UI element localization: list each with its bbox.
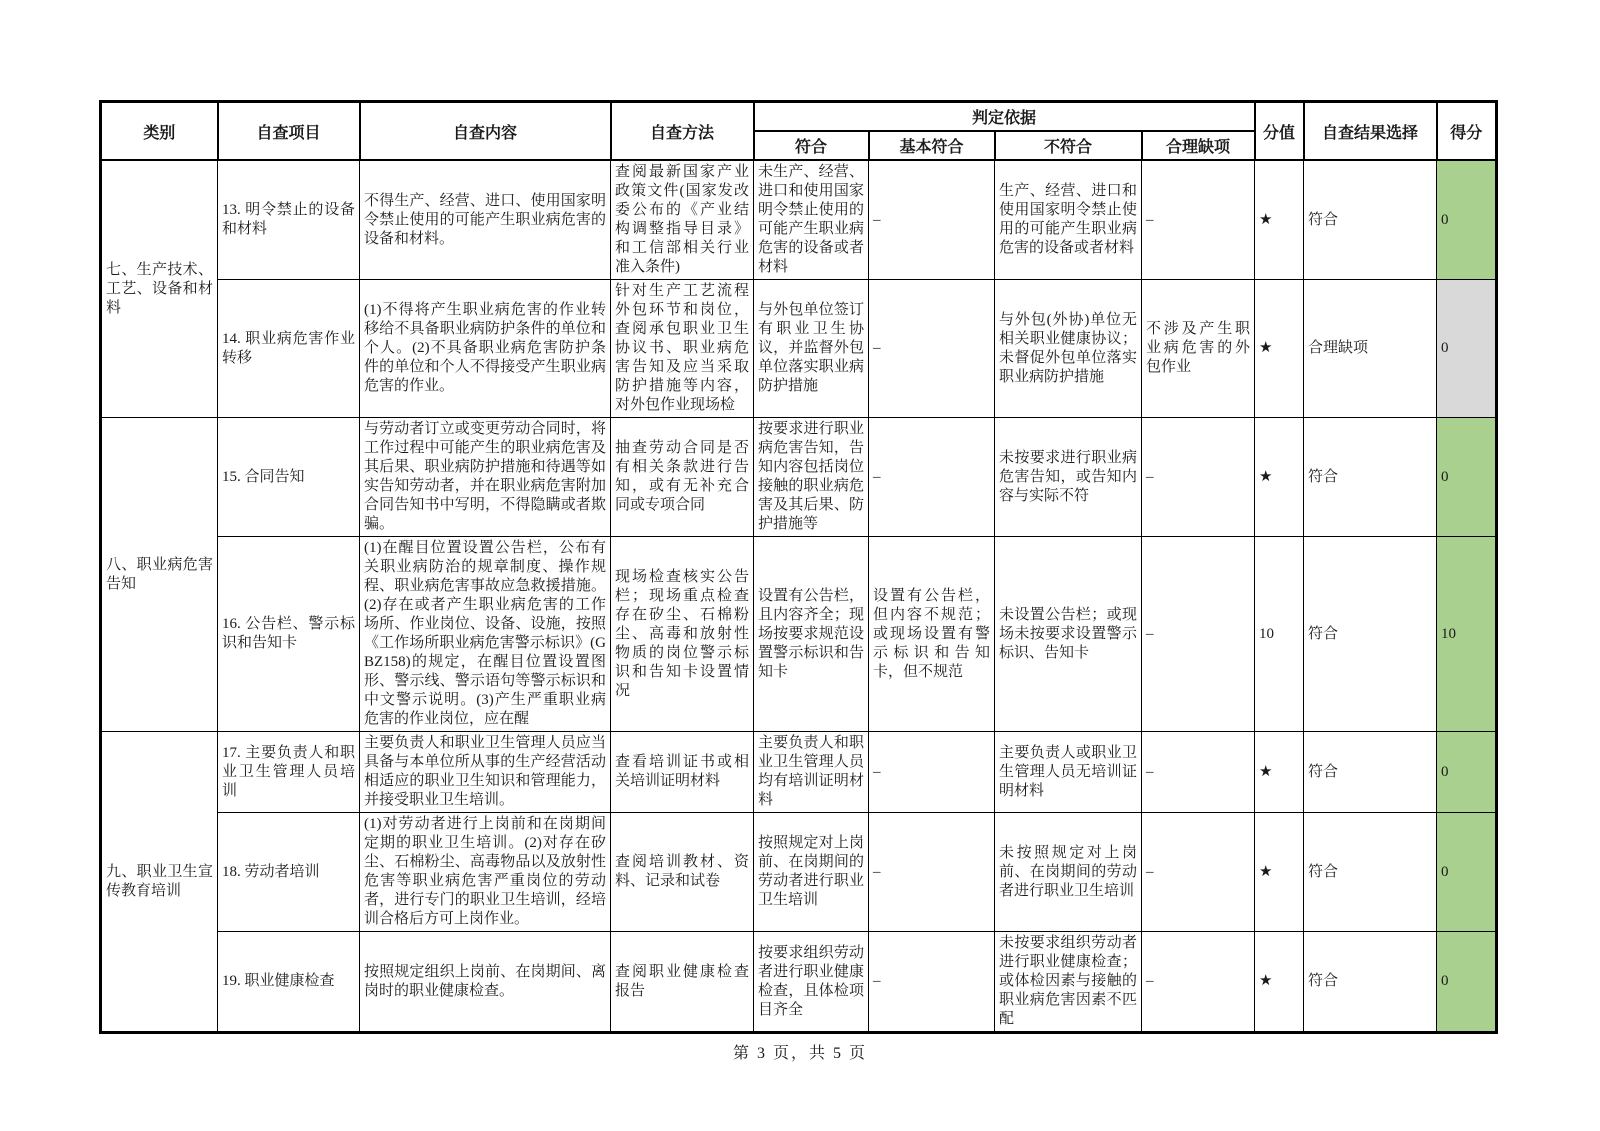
col-header-score: 得分 (1437, 102, 1497, 161)
table-row-15 (101, 418, 1497, 537)
cell-non-compliant: 未按要求进行职业病危害告知，或告知内容与实际不符 (995, 418, 1142, 537)
table-row-18 (101, 813, 1497, 932)
cell-item: 15. 合同告知 (218, 418, 360, 537)
cell-category-7: 七、生产技术、工艺、设备和材料 (101, 160, 218, 418)
cell-result-selection[interactable]: 符合 (1304, 418, 1437, 537)
cell-method: 查看培训证书或相关培训证明材料 (611, 732, 754, 813)
cell-reasonable-missing: – (1142, 418, 1255, 537)
cell-item: 17. 主要负责人和职业卫生管理人员培训 (218, 732, 360, 813)
cell-content: (1)在醒目位置设置公告栏，公布有关职业病防治的规章制度、操作规程、职业病危害事故应急救援措施。(2)存在或者产生职业病危害的工作场所、作业岗位、设备、设施，按照《工作场所职业病危害警示标识》(GBZ158)的规定，在醒目位置设置图形、警示线、警示语句等警示标识和中文警示说明。(3)产生严重职业病危害的作业岗位，应在醒 (360, 537, 611, 732)
cell-reasonable-missing: – (1142, 537, 1255, 732)
cell-score-value: ★ (1255, 932, 1304, 1033)
cell-basic-compliant: – (869, 280, 995, 418)
cell-category-9: 九、职业卫生宣传教育培训 (101, 732, 218, 1033)
cell-content: (1)对劳动者进行上岗前和在岗期间定期的职业卫生培训。(2)对存在矽尘、石棉粉尘、高毒物品以及放射性危害等职业病危害严重岗位的劳动者，进行专门的职业卫生培训，经培训合格后方可上岗作业。 (360, 813, 611, 932)
cell-result-selection[interactable]: 符合 (1304, 932, 1437, 1033)
col-header-result-selection: 自查结果选择 (1304, 102, 1437, 161)
cell-basic-compliant: – (869, 932, 995, 1033)
cell-item: 18. 劳动者培训 (218, 813, 360, 932)
cell-score-value: ★ (1255, 813, 1304, 932)
cell-basic-compliant: – (869, 813, 995, 932)
cell-non-compliant: 未按照规定对上岗前、在岗期间的劳动者进行职业卫生培训 (995, 813, 1142, 932)
cell-compliant: 按要求组织劳动者进行职业健康检查，且体检项目齐全 (754, 932, 869, 1033)
table-row-17 (101, 732, 1497, 813)
cell-content: 不得生产、经营、进口、使用国家明令禁止使用的可能产生职业病危害的设备和材料。 (360, 160, 611, 280)
table-row-19 (101, 932, 1497, 1033)
cell-item: 14. 职业病危害作业转移 (218, 280, 360, 418)
col-header-basic-compliant: 基本符合 (869, 131, 995, 160)
cell-score: 0 (1437, 160, 1497, 280)
cell-score: 0 (1437, 418, 1497, 537)
cell-result-selection[interactable]: 符合 (1304, 160, 1437, 280)
col-header-item: 自查项目 (218, 102, 360, 161)
cell-basic-compliant: – (869, 418, 995, 537)
cell-content: 主要负责人和职业卫生管理人员应当具备与本单位所从事的生产经营活动相适应的职业卫生知识和管理能力，并接受职业卫生培训。 (360, 732, 611, 813)
self-inspection-table (99, 100, 1498, 1034)
cell-method: 抽查劳动合同是否有相关条款进行告知，或有无补充合同或专项合同 (611, 418, 754, 537)
col-header-method: 自查方法 (611, 102, 754, 161)
cell-category-8: 八、职业病危害告知 (101, 418, 218, 732)
cell-compliant: 按照规定对上岗前、在岗期间的劳动者进行职业卫生培训 (754, 813, 869, 932)
col-header-content: 自查内容 (360, 102, 611, 161)
cell-item: 16. 公告栏、警示标识和告知卡 (218, 537, 360, 732)
cell-result-selection[interactable]: 符合 (1304, 732, 1437, 813)
cell-score: 0 (1437, 732, 1497, 813)
cell-score: 0 (1437, 813, 1497, 932)
cell-reasonable-missing: – (1142, 160, 1255, 280)
cell-reasonable-missing: 不涉及产生职业病危害的外包作业 (1142, 280, 1255, 418)
cell-content: 按照规定组织上岗前、在岗期间、离岗时的职业健康检查。 (360, 932, 611, 1033)
cell-non-compliant: 未按要求组织劳动者进行职业健康检查；或体检因素与接触的职业病危害因素不匹配 (995, 932, 1142, 1033)
cell-score-value: 10 (1255, 537, 1304, 732)
cell-result-selection[interactable]: 符合 (1304, 537, 1437, 732)
cell-non-compliant: 与外包(外协)单位无相关职业健康协议；未督促外包单位落实职业病防护措施 (995, 280, 1142, 418)
col-header-reasonable-missing: 合理缺项 (1142, 131, 1255, 160)
cell-compliant: 主要负责人和职业卫生管理人员均有培训证明材料 (754, 732, 869, 813)
cell-method: 查阅培训教材、资料、记录和试卷 (611, 813, 754, 932)
col-header-judgment: 判定依据 (754, 102, 1255, 132)
table-row-13 (101, 160, 1497, 280)
cell-score: 0 (1437, 932, 1497, 1033)
cell-method: 查阅职业健康检查报告 (611, 932, 754, 1033)
cell-item: 13. 明令禁止的设备和材料 (218, 160, 360, 280)
col-header-non-compliant: 不符合 (995, 131, 1142, 160)
cell-item: 19. 职业健康检查 (218, 932, 360, 1033)
cell-reasonable-missing: – (1142, 932, 1255, 1033)
cell-method: 现场检查核实公告栏；现场重点检查存在矽尘、石棉粉尘、高毒和放射性物质的岗位警示标识和告知卡设置情况 (611, 537, 754, 732)
header-row-top (101, 102, 1497, 132)
cell-basic-compliant: 设置有公告栏，但内容不规范；或现场设置有警示标识和告知卡，但不规范 (869, 537, 995, 732)
cell-method: 针对生产工艺流程外包环节和岗位，查阅承包职业卫生协议书、职业病危害告知及应当采取防护措施等内容，对外包作业现场检 (611, 280, 754, 418)
cell-reasonable-missing: – (1142, 813, 1255, 932)
cell-result-selection[interactable]: 合理缺项 (1304, 280, 1437, 418)
cell-score-value: ★ (1255, 418, 1304, 537)
cell-method: 查阅最新国家产业政策文件(国家发改委公布的《产业结构调整指导目录》和工信部相关行业准入条件) (611, 160, 754, 280)
cell-score: 0 (1437, 280, 1497, 418)
cell-basic-compliant: – (869, 160, 995, 280)
cell-result-selection[interactable]: 符合 (1304, 813, 1437, 932)
cell-compliant: 设置有公告栏，且内容齐全；现场按要求规范设置警示标识和告知卡 (754, 537, 869, 732)
col-header-compliant: 符合 (754, 131, 869, 160)
cell-non-compliant: 生产、经营、进口和使用国家明令禁止使用的可能产生职业病危害的设备或者材料 (995, 160, 1142, 280)
cell-compliant: 与外包单位签订有职业卫生协议，并监督外包单位落实职业病防护措施 (754, 280, 869, 418)
cell-basic-compliant: – (869, 732, 995, 813)
cell-score: 10 (1437, 537, 1497, 732)
cell-score-value: ★ (1255, 280, 1304, 418)
cell-reasonable-missing: – (1142, 732, 1255, 813)
cell-compliant: 未生产、经营、进口和使用国家明令禁止使用的可能产生职业病危害的设备或者材料 (754, 160, 869, 280)
cell-non-compliant: 主要负责人或职业卫生管理人员无培训证明材料 (995, 732, 1142, 813)
table-row-16 (101, 537, 1497, 732)
page-footer: 第 3 页，共 5 页 (732, 1045, 867, 1062)
table-row-14 (101, 280, 1497, 418)
cell-content: (1)不得将产生职业病危害的作业转移给不具备职业病防护条件的单位和个人。(2)不具备职业病危害防护条件的单位和个人不得接受产生职业病危害的作业。 (360, 280, 611, 418)
cell-non-compliant: 未设置公告栏；或现场未按要求设置警示标识、告知卡 (995, 537, 1142, 732)
cell-content: 与劳动者订立或变更劳动合同时，将工作过程中可能产生的职业病危害及其后果、职业病防护措施和待遇等如实告知劳动者，并在职业病危害附加合同告知书中写明，不得隐瞒或者欺骗。 (360, 418, 611, 537)
col-header-score-value: 分值 (1255, 102, 1304, 161)
cell-score-value: ★ (1255, 160, 1304, 280)
col-header-category: 类别 (101, 102, 218, 161)
cell-score-value: ★ (1255, 732, 1304, 813)
cell-compliant: 按要求进行职业病危害告知，告知内容包括岗位接触的职业病危害及其后果、防护措施等 (754, 418, 869, 537)
